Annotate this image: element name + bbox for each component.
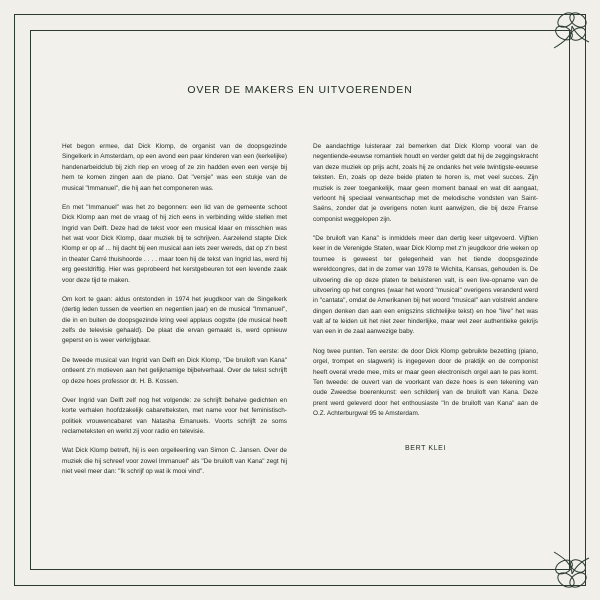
paragraph: Om kort te gaan: aldus ontstonden in 1974 het jeugdkoor van de Singelkerk (dertig leden tussen de veertien en negentien jaar) en de musical "Immanuel", die in en buiten de doopsgezinde kring veel applaus oogstte (de musical heeft zelfs de televisie gehaald). De plaat die ervan gemaakt is, werd opnieuw geperst en is weer verkrijgbaar. xyxy=(62,295,287,345)
paragraph: Wat Dick Klomp betreft, hij is een orgelleerling van Simon C. Jansen. Over de muziek die hij schreef voor zowel Immanuel" als "De bruiloft van Kana" zegt hij niet veel meer dan: "Ik schrijf op wat ik mooi vind". xyxy=(62,447,287,476)
paragraph: Over Ingrid van Delft zelf nog het volgende: ze schrijft behalve gedichten en korte verhalen hoofdzakelijk cabaretteksten, met name voor het feministisch-politiek vrouwencabaret van Natasha Emanuels. Voorts schrijft ze soms reclameteksten en werkt zij voor radio en televisie. xyxy=(62,396,287,435)
left-column xyxy=(62,142,287,478)
author-signature: BERT KLEI xyxy=(405,445,446,453)
paragraph: En met "Immanuel" was het zo begonnen: een lid van de gemeente schoot Dick Klomp aan met de vraag of hij zich eens in verbinding wilde stellen met Ingrid van Delft. Deze had de tekst voor een musical klaar en misschien was het wat voor Dick Klomp, daar muziek bij te schrijven. Aarzelend stapte Dick Klomp er op af ... hij dacht bij een musical aan iets zeer wereds, dat op z'n best in theater Carré thuishoorde . . . . maar toen hij de tekst van Ingrid las, werd hij erg geestdriftig. Hier was geprobeerd het kerstgebeuren tot een levende zaak voor deze tijd te maken. xyxy=(62,203,287,284)
right-column xyxy=(313,142,538,452)
flower-ornament-icon xyxy=(548,6,594,52)
page-title: OVER DE MAKERS EN UITVOERENDEN xyxy=(187,84,413,96)
paragraph: Het begon ermee, dat Dick Klomp, de organist van de doopsgezinde Singelkerk in Amsterdam, op een avond een paar kinderen van een (kerkelijke) handenarbeidclub bij zich riep en vroeg of ze zin hadden even een versje bij hem te komen zingen aan de piano. Dat "versje" was een stukje van de musical "Immanuel", die hij aan het componeren was. xyxy=(62,143,287,192)
flower-ornament-icon xyxy=(548,548,594,594)
paragraph: De tweede musical van Ingrid van Delft en Dick Klomp, "De bruiloft van Kana" ontleent z'n motieven aan het gelijknamige bijbelverhaal. Over de tekst schrijft op deze hoes professor dr. H. B. Kossen. xyxy=(62,356,287,385)
paragraph: De aandachtige luisteraar zal bemerken dat Dick Klomp vooral van de negentiende-eeuwse romantiek houdt en verder geldt dat hij de zeggingskracht van deze muziek op prijs acht, zoals hij ze ondanks het vele twintigste-eeuwse teksten. En, zoals op deze beide platen te horen is, met veel succes. Zijn muziek is zeer toegankelijk, maar geen moment banaal en wat dit aangaat, verloont hij speciaal verwantschap met de melodische vondsten van Saint-Saëns, zonder dat je overigens noten kunt aanwijzen, die bij deze Franse componist weggelopen zijn. xyxy=(313,143,538,223)
two-column-text xyxy=(62,142,538,478)
paragraph: Nog twee punten. Ten eerste: de door Dick Klomp gebruikte bezetting (piano, orgel, trompet en slagwerk) is ingegeven door de praktijk en de componist heeft overal vrede mee, mits er maar geen electronisch orgel aan te pas komt. Ten tweede: de ouvert van de voorkant van deze hoes is een tekening van oude Zweedse boerenkunst: een schilderij van de bruiloft van Kana. Deze prent werd geleverd door het enthousiaste "In de bruiloft van Kana" aan de O.Z. Achterburgwal 95 te Amsterdam. xyxy=(313,347,538,417)
paragraph: "De bruiloft van Kana" is inmiddels meer dan dertig keer uitgevoerd. Vijftien keer in de Verenigde Staten, waar Dick Klomp met z'n jeugdkoor drie weken op tournee is geweest ter gelegenheid van het tiende doopsgezinde wereldcongres, dat in de zomer van 1978 te Wichita, Kansas, gehouden is. De uitvoering die op deze platen te beluisteren valt, is een live-opname van de uitvoering op het congres (waar het woord "musical" overigens veranderd werd in "cantata", omdat de Amerikanen bij het woord "musical" aan volstrekt andere dingen denken dan aan een enigszins stichtelijke tekst) en hoe "live" het was valt af te leiden uit het niet zeer hinderlijke, maar wel zeer authentieke gekrijs van een in de zaal aanwezige baby. xyxy=(313,235,538,336)
liner-notes-content xyxy=(62,84,538,550)
